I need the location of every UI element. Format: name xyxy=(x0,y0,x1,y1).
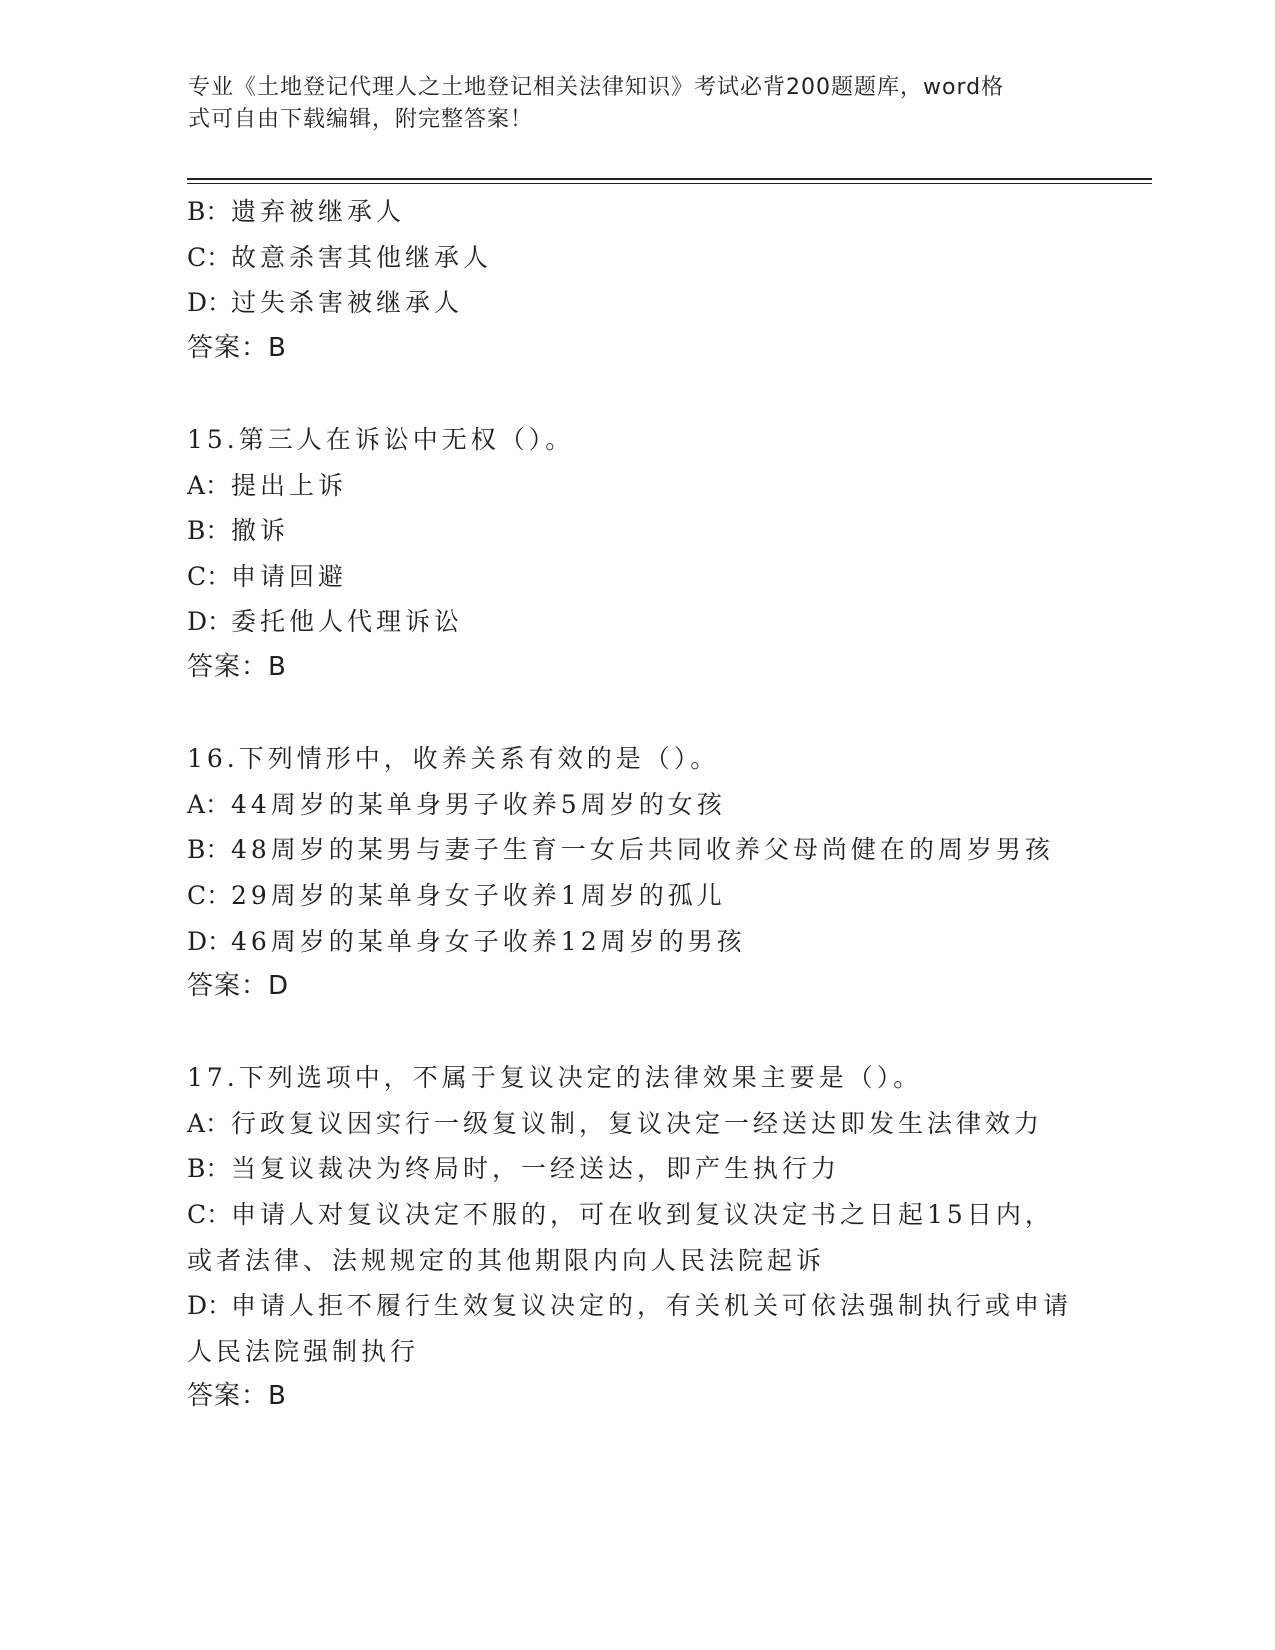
document-header xyxy=(188,72,1068,136)
option-label: C： xyxy=(187,1200,232,1230)
option-text: 申请人对复议决定不服的，可在收到复议决定书之日起15日内， xyxy=(231,1200,1054,1230)
header-line-2: 式可自由下载编辑，附完整答案！ xyxy=(188,107,534,132)
option-text: 44周岁的某单身男子收养5周岁的女孩 xyxy=(231,789,726,819)
option-label: C： xyxy=(187,880,232,910)
option-a xyxy=(187,463,1107,509)
question-stem: 17.下列选项中，不属于复议决定的法律效果主要是（）。 xyxy=(187,1063,923,1093)
question-16 xyxy=(187,736,1107,1010)
header-divider-thick xyxy=(187,178,1152,180)
option-text: 委托他人代理诉讼 xyxy=(231,607,464,637)
option-d xyxy=(187,599,1107,645)
spacer xyxy=(187,1010,1107,1056)
option-text: 过失杀害被继承人 xyxy=(231,288,464,318)
option-b xyxy=(187,1146,1107,1192)
option-d xyxy=(187,919,1107,965)
option-text: 申请人拒不履行生效复议决定的，有关机关可依法强制执行或申请 xyxy=(231,1291,1073,1321)
option-a xyxy=(187,782,1107,828)
option-d xyxy=(187,1283,1107,1329)
option-c xyxy=(187,235,1107,281)
option-label: C： xyxy=(187,561,232,591)
option-label: A： xyxy=(187,470,231,500)
option-text: 当复议裁决为终局时，一经送达，即产生执行力 xyxy=(231,1154,841,1184)
option-label: D： xyxy=(187,607,233,637)
spacer xyxy=(187,371,1107,417)
option-label: D： xyxy=(187,926,233,956)
header-divider-thin xyxy=(187,183,1152,184)
option-label: C： xyxy=(187,242,232,272)
option-label: A： xyxy=(187,1108,231,1138)
question-stem: 15.第三人在诉讼中无权（）。 xyxy=(187,424,575,454)
option-b xyxy=(187,827,1107,873)
spacer xyxy=(187,691,1107,737)
answer-line: 答案：D xyxy=(187,971,290,1002)
option-c xyxy=(187,554,1107,600)
option-text: 行政复议因实行一级复议制，复议决定一经送达即发生法律效力 xyxy=(231,1108,1044,1138)
option-label: B： xyxy=(187,835,231,865)
question-14-tail xyxy=(187,189,1107,371)
option-b xyxy=(187,508,1107,554)
question-15 xyxy=(187,417,1107,691)
question-list xyxy=(187,189,1107,1420)
option-b xyxy=(187,189,1107,235)
option-text: 遗弃被继承人 xyxy=(231,197,406,226)
answer-line: 答案：B xyxy=(187,651,287,682)
option-d-continued: 人民法院强制执行 xyxy=(187,1336,420,1366)
option-label: D： xyxy=(187,288,233,318)
option-d xyxy=(187,280,1107,326)
option-c xyxy=(187,873,1107,919)
question-stem: 16.下列情形中，收养关系有效的是（）。 xyxy=(187,744,720,774)
option-text: 48周岁的某男与妻子生育一女后共同收养父母尚健在的周岁男孩 xyxy=(231,835,1054,865)
option-label: D： xyxy=(187,1291,233,1321)
option-text: 故意杀害其他继承人 xyxy=(231,242,493,272)
option-a xyxy=(187,1101,1107,1147)
option-text: 撤诉 xyxy=(231,516,290,546)
option-label: A： xyxy=(187,789,231,819)
option-text: 申请回避 xyxy=(231,561,348,591)
option-text: 提出上诉 xyxy=(231,470,348,500)
question-17 xyxy=(187,1055,1107,1420)
option-text: 46周岁的某单身女子收养12周岁的男孩 xyxy=(231,926,746,956)
option-c-continued: 或者法律、法规规定的其他期限内向人民法院起诉 xyxy=(187,1245,826,1275)
answer-line: 答案：B xyxy=(187,1381,287,1412)
answer-line: 答案：B xyxy=(187,332,287,363)
option-text: 29周岁的某单身女子收养1周岁的孤儿 xyxy=(231,880,726,910)
header-line-1: 专业《土地登记代理人之土地登记相关法律知识》考试必背200题题库，word格 xyxy=(188,75,1005,100)
option-label: B： xyxy=(187,516,231,546)
option-label: B： xyxy=(187,197,231,226)
option-c xyxy=(187,1192,1107,1238)
option-label: B： xyxy=(187,1154,231,1184)
